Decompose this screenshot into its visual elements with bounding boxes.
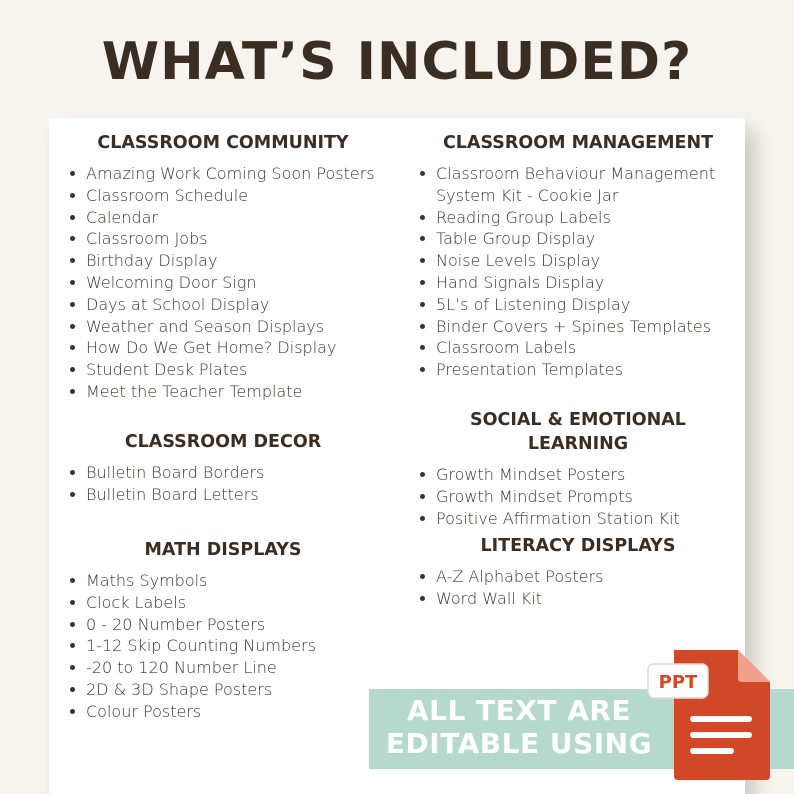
- list-item: Calendar: [86, 207, 378, 229]
- list-item: Growth Mindset Prompts: [436, 486, 738, 508]
- section-classroom-management: [418, 131, 738, 381]
- banner-text: [369, 694, 669, 760]
- banner-line-2: EDITABLE USING: [385, 727, 653, 760]
- list-item: 5L’s of Listening Display: [436, 294, 738, 316]
- list-item: 0 - 20 Number Posters: [86, 614, 378, 636]
- banner-line-1: ALL TEXT ARE: [406, 694, 632, 727]
- list-item: Table Group Display: [436, 228, 738, 250]
- section-heading: SOCIAL & EMOTIONAL LEARNING: [470, 410, 686, 454]
- list-item: Classroom Jobs: [86, 228, 378, 250]
- list-item: -20 to 120 Number Line: [86, 657, 378, 679]
- list-item: Welcoming Door Sign: [86, 272, 378, 294]
- list-item: Classroom Schedule: [86, 185, 378, 207]
- list-item: Birthday Display: [86, 250, 378, 272]
- list-item: 1-12 Skip Counting Numbers: [86, 635, 378, 657]
- section-classroom-decor: [68, 430, 378, 506]
- list-item: Classroom Labels: [436, 337, 738, 359]
- page-title: WHAT’S INCLUDED?: [101, 32, 693, 92]
- section-heading: LITERACY DISPLAYS: [480, 536, 676, 556]
- list-item: A-Z Alphabet Posters: [436, 566, 738, 588]
- section-math-displays: [68, 538, 378, 723]
- list-item: Clock Labels: [86, 592, 378, 614]
- powerpoint-file-icon: [646, 644, 776, 784]
- list-item: 2D & 3D Shape Posters: [86, 679, 378, 701]
- list-item: Binder Covers + Spines Templates: [436, 316, 738, 338]
- list-item: Classroom Behaviour Management System Kit - Cookie Jar: [436, 163, 738, 207]
- list-item: Weather and Season Displays: [86, 316, 378, 338]
- item-list: [68, 462, 378, 506]
- section-heading: CLASSROOM COMMUNITY: [97, 133, 349, 153]
- list-item: Reading Group Labels: [436, 207, 738, 229]
- list-item: Maths Symbols: [86, 570, 378, 592]
- section-heading: CLASSROOM MANAGEMENT: [442, 133, 714, 153]
- item-list: [68, 570, 378, 723]
- item-list: [418, 566, 738, 610]
- list-item: Meet the Teacher Template: [86, 381, 378, 403]
- list-item: Word Wall Kit: [436, 588, 738, 610]
- ppt-label: PPT: [658, 672, 698, 693]
- list-item: Presentation Templates: [436, 359, 738, 381]
- list-item: Bulletin Board Borders: [86, 462, 378, 484]
- section-social-emotional-learning: [418, 408, 738, 529]
- list-item: Days at School Display: [86, 294, 378, 316]
- list-item: Bulletin Board Letters: [86, 484, 378, 506]
- section-heading: CLASSROOM DECOR: [124, 432, 322, 452]
- list-item: Positive Affirmation Station Kit: [436, 508, 738, 530]
- list-item: Growth Mindset Posters: [436, 464, 738, 486]
- section-literacy-displays: [418, 534, 738, 610]
- item-list: [418, 163, 738, 381]
- section-heading: MATH DISPLAYS: [144, 540, 302, 560]
- list-item: Student Desk Plates: [86, 359, 378, 381]
- item-list: [418, 464, 738, 529]
- list-item: Hand Signals Display: [436, 272, 738, 294]
- list-item: Noise Levels Display: [436, 250, 738, 272]
- list-item: Colour Posters: [86, 701, 378, 723]
- section-classroom-community: [68, 131, 378, 403]
- item-list: [68, 163, 378, 403]
- list-item: How Do We Get Home? Display: [86, 337, 378, 359]
- list-item: Amazing Work Coming Soon Posters: [86, 163, 378, 185]
